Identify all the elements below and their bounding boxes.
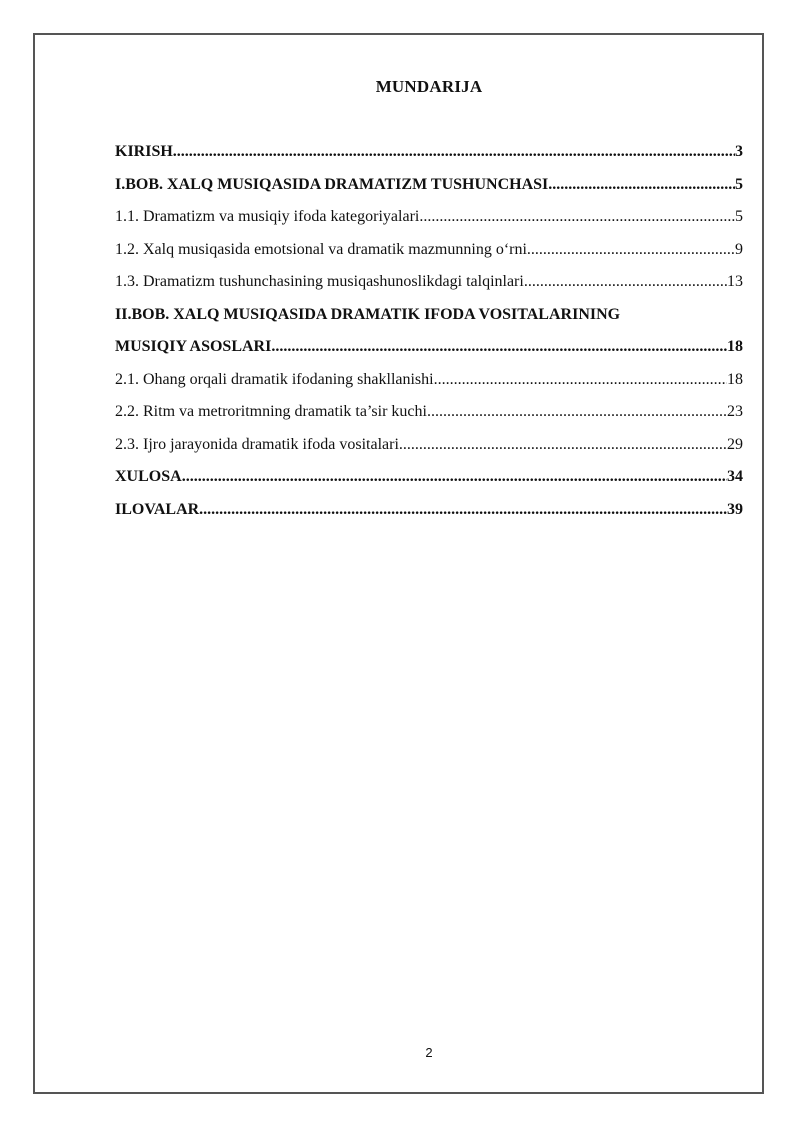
toc-entry-label: 1.1. Dramatizm va musiqiy ifoda kategoriyalari — [115, 208, 420, 225]
toc-entry-page: 18 — [727, 370, 743, 388]
toc-entry-page: 34 — [727, 468, 743, 485]
toc-entry-label: 1.2. Xalq musiqasida emotsional va dramatik mazmunning o‘rni — [115, 240, 527, 258]
toc-entry-label: 2.2. Ritm va metroritmning dramatik ta’sir kuchi — [115, 403, 427, 420]
toc-entry-kirish[interactable] — [115, 136, 743, 169]
dot-leader — [271, 331, 727, 364]
toc-entry-xulosa[interactable] — [115, 461, 743, 494]
toc-entry-section-2-3[interactable] — [115, 429, 743, 462]
toc-entry-label: I.BOB. XALQ MUSIQASIDA DRAMATIZM TUSHUNCHASI — [115, 175, 549, 193]
toc-entry-chapter-1[interactable] — [115, 169, 743, 202]
dot-leader — [524, 266, 727, 299]
page-number: 2 — [425, 1045, 433, 1060]
toc-entry-page: 18 — [727, 338, 743, 355]
toc-entry-label: ILOVALAR — [115, 500, 200, 518]
toc-entry-label: KIRISH — [115, 143, 173, 160]
dot-leader — [419, 201, 735, 234]
dot-leader — [434, 364, 727, 397]
toc-entry-chapter-2[interactable] — [115, 331, 743, 364]
toc-entry-section-2-2[interactable] — [115, 396, 743, 429]
toc-entry-page: 39 — [727, 500, 743, 518]
toc-entry-label: 1.3. Dramatizm tushunchasining musiqashunoslikdagi talqinlari — [115, 273, 524, 290]
toc-entry-label: 2.1. Ohang orqali dramatik ifodaning shakllanishi — [115, 370, 434, 388]
toc-entry-section-1-2[interactable] — [115, 234, 743, 267]
dot-leader — [427, 396, 727, 429]
toc-entry-page: 5 — [735, 208, 743, 225]
toc-entry-page: 9 — [735, 240, 743, 258]
toc-entry-page: 23 — [727, 403, 743, 420]
toc-entry-section-1-1[interactable] — [115, 201, 743, 234]
toc-entry-ilovalar[interactable] — [115, 494, 743, 527]
dot-leader — [399, 429, 727, 462]
toc-entry-chapter-2-line-1[interactable]: II.BOB. XALQ MUSIQASIDA DRAMATIK IFODA VOSITALARINING — [115, 305, 621, 323]
dot-leader — [182, 461, 727, 494]
toc-entry-label: 2.3. Ijro jarayonida dramatik ifoda vositalari — [115, 435, 399, 453]
toc-entry-page: 5 — [735, 175, 743, 193]
dot-leader — [199, 494, 727, 527]
toc-entry-page: 13 — [727, 273, 743, 290]
page-title: MUNDARIJA — [375, 77, 483, 96]
table-of-contents — [115, 136, 743, 526]
toc-entry-section-1-3[interactable] — [115, 266, 743, 299]
toc-entry-label: MUSIQIY ASOSLARI — [115, 338, 272, 355]
toc-entry-label: XULOSA — [115, 468, 182, 485]
dot-leader — [548, 169, 735, 202]
toc-entry-section-2-1[interactable] — [115, 364, 743, 397]
dot-leader — [173, 136, 735, 169]
toc-entry-page: 3 — [735, 143, 743, 160]
toc-entry-page: 29 — [727, 435, 743, 453]
dot-leader — [527, 234, 735, 267]
